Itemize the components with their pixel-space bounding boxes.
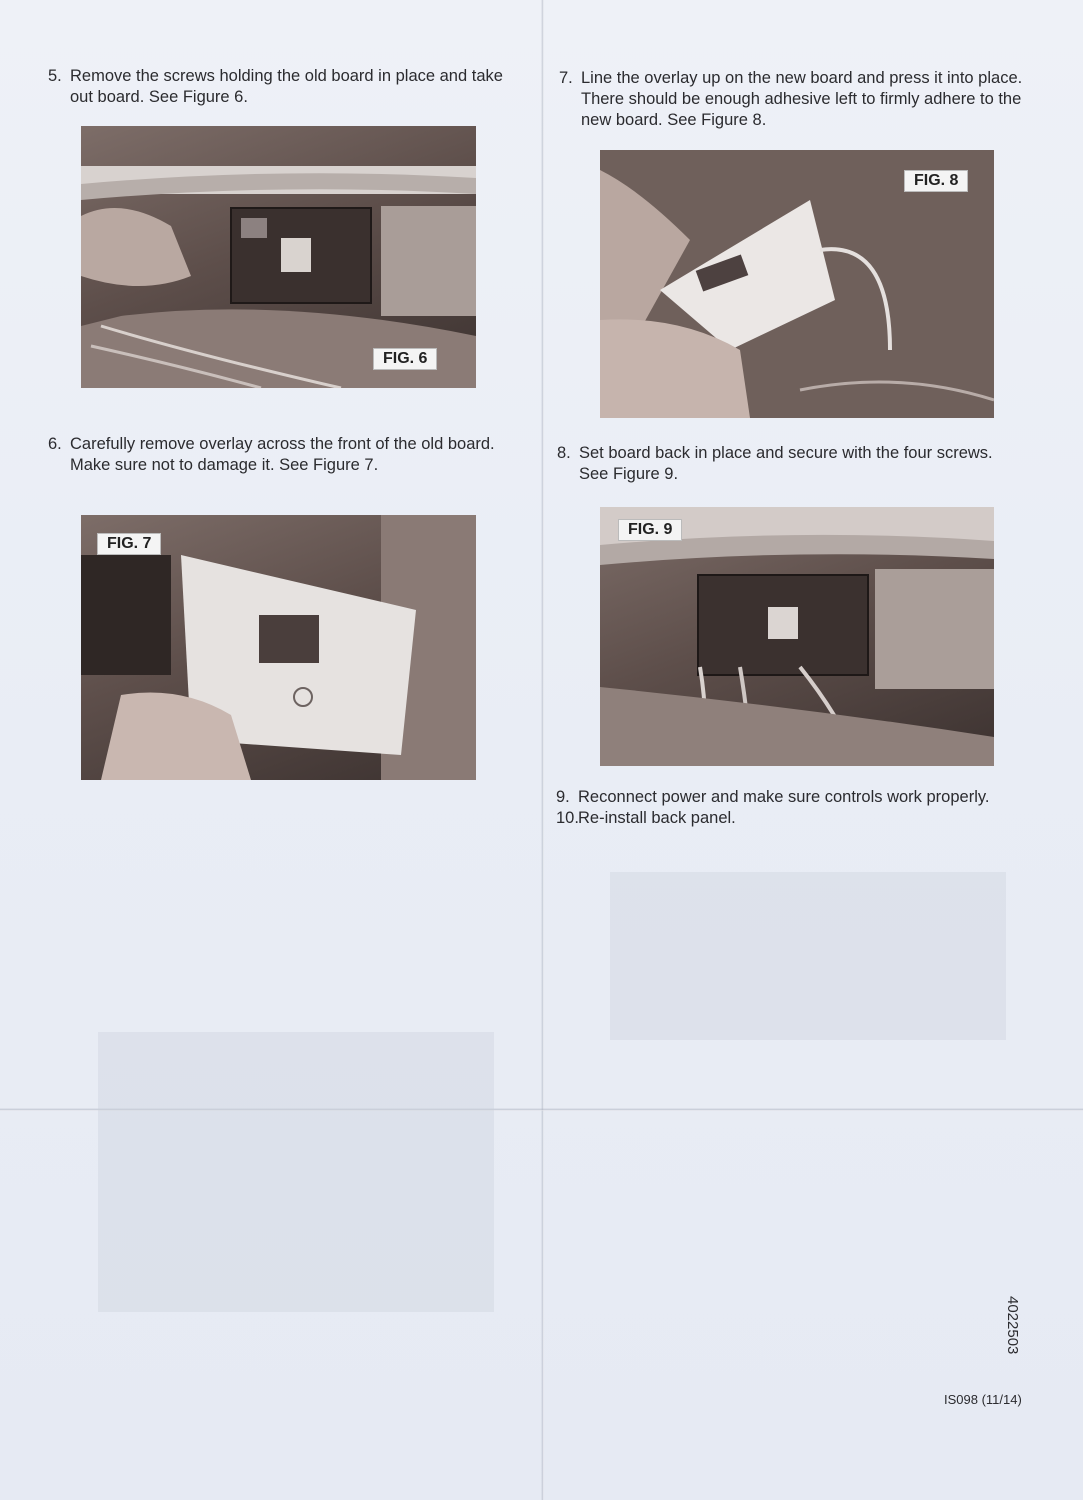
- figure-label: FIG. 6: [373, 348, 437, 370]
- paper-fold-vertical: [541, 0, 544, 1500]
- step-number: 7.: [559, 69, 573, 87]
- step-number: 8.: [557, 444, 571, 462]
- figure-8-photo: [600, 150, 994, 418]
- figure-7-photo: [81, 515, 476, 780]
- figure-label: FIG. 8: [904, 170, 968, 192]
- step-text: Re-install back panel.: [578, 809, 736, 827]
- step-6: [48, 434, 508, 476]
- step-7: [559, 68, 1029, 131]
- photo-board-reinstalled: [600, 507, 994, 766]
- step-text: Line the overlay up on the new board and press it into place. There should be enough adhesive left to firmly adhere to the new board. See Figure 8.: [581, 69, 1023, 129]
- step-number: 6.: [48, 435, 62, 453]
- step-10: [556, 808, 1046, 829]
- part-number: 4022503: [1004, 1296, 1021, 1355]
- figure-9-photo: [600, 507, 994, 766]
- step-text: Carefully remove overlay across the front of the old board. Make sure not to damage it. See Figure 7.: [70, 435, 495, 474]
- figure-label: FIG. 9: [618, 519, 682, 541]
- step-number: 10.: [556, 809, 579, 827]
- step-9: [556, 787, 1046, 808]
- step-8: [557, 443, 997, 485]
- step-text: Remove the screws holding the old board in place and take out board. See Figure 6.: [70, 67, 503, 106]
- step-number: 9.: [556, 788, 570, 806]
- step-number: 5.: [48, 67, 62, 85]
- step-text: Reconnect power and make sure controls work properly.: [578, 788, 990, 806]
- show-through-block-left: [98, 1032, 494, 1312]
- show-through-block-right: [610, 872, 1006, 1040]
- document-code: IS098 (11/14): [944, 1392, 1022, 1407]
- figure-6-photo: [81, 126, 476, 388]
- step-text: Set board back in place and secure with the four screws. See Figure 9.: [579, 444, 993, 483]
- figure-label: FIG. 7: [97, 533, 161, 555]
- step-5: [48, 66, 518, 108]
